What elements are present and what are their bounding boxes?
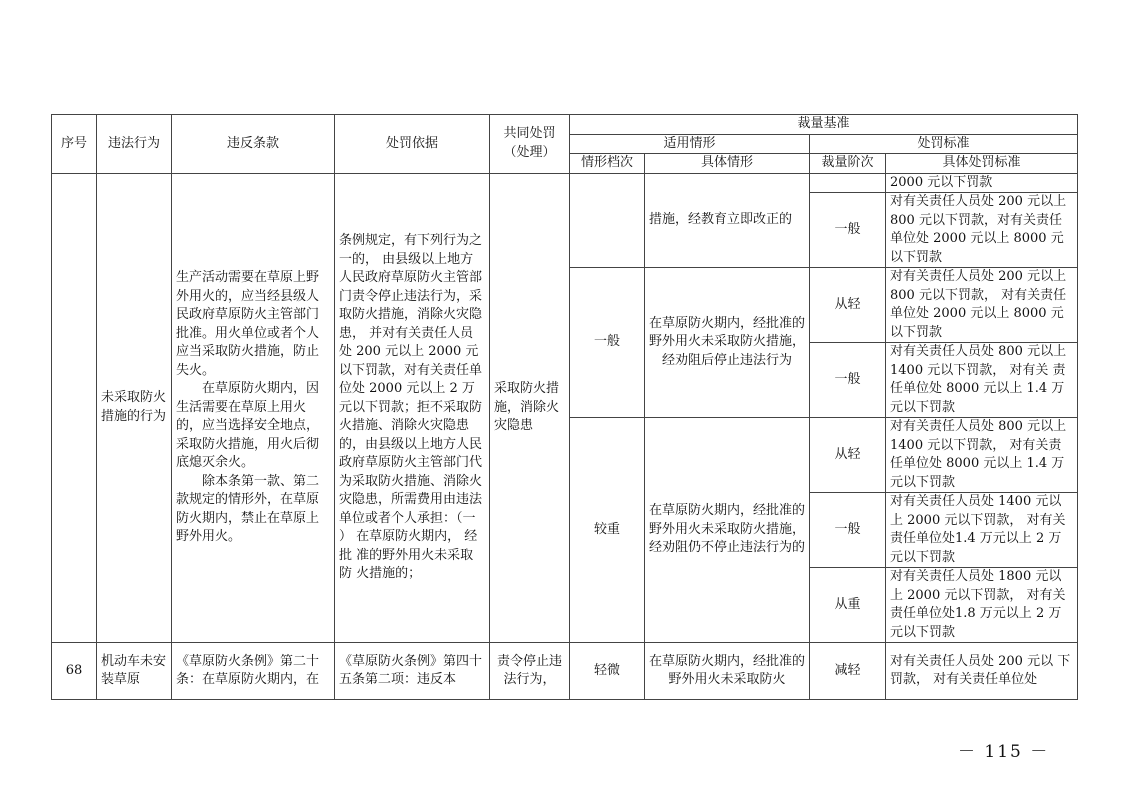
row1-standard-serious-normal: 对有关责任人员处 1400 元以 上 2000 元以下罚款， 对有关 责任单位处1.4 万元以上 2 万 元以下罚款 — [886, 493, 1078, 568]
row1-level-serious-lighter: 从轻 — [810, 418, 886, 493]
row2-violation: 机动车未安装草原 — [97, 643, 172, 700]
row1-common: 采取防火措施，消除火灾隐患 — [490, 173, 570, 643]
row1-level-normal: 一般 — [810, 343, 886, 418]
row1-level-prev: 一般 — [810, 193, 886, 268]
row1-level-serious-normal: 一般 — [810, 493, 886, 568]
row2-clause: 《草原防火条例》第二十条：在草原防火期内，在 — [172, 643, 335, 700]
row1-cont-grade — [570, 173, 645, 268]
row1-standard-serious-heavier: 对有关责任人员处 1800 元以 上 2000 元以下罚款， 对有关 责任单位处1.8 万元以上 2 万 元以下罚款 — [886, 568, 1078, 643]
row1-clause — [172, 173, 335, 643]
row1-cont-standard: 2000 元以下罚款 — [886, 173, 1078, 193]
row1-seq — [52, 173, 97, 643]
row1-standard-prev: 对有关责任人员处 200 元以上 800 元以下罚款，对有关责任单位处 2000 元以上 8000 元以下罚款 — [886, 193, 1078, 268]
row1-standard-lighter: 对有关责任人员处 200 元以上 800 元以下罚款， 对有关责任单位处 2000 元以上 8000 元以下罚款 — [886, 268, 1078, 343]
row1-cont-level — [810, 173, 886, 193]
row1-standard-serious-lighter: 对有关责任人员处 800 元以上 1400 元以下罚款， 对有关责 任单位处 8000 元以上 1.4 万 元以下罚款 — [886, 418, 1078, 493]
row1-violation: 未采取防火措施的行为 — [97, 173, 172, 643]
row1-detail-general: 在草原防火期内，经批准的野外用火未采取防火措施，经劝阻后停止违法行为 — [645, 268, 810, 418]
row1-level-serious-heavier: 从重 — [810, 568, 886, 643]
row1-grade-serious: 较重 — [570, 418, 645, 643]
row2-grade: 轻微 — [570, 643, 645, 700]
row1-basis: 条例规定，有下列行为之一的， 由县级以上地方人民政府草原防火主管部门责令停止违法行为，采取防火措施，消除火灾隐患， 并对有关责任人员处 200 元以上 2000 元以下罚款，对有关责任单位处 2000 元以上 2 万元以下罚款；拒不采取防火措施、消除火灾隐患的，由县级以上地方人民政府草原防火主管部门代为采取防火措施、消除火灾隐患，所需费用由违法单位或者个人承担：（一 ） 在草原防火期内， 经批 准的野外用火未采取防 火措施的； — [335, 173, 490, 643]
header-discretion: 裁量基准 — [570, 115, 1078, 135]
row1-clause-p2: 在草原防火期内，因生活需要在草原上用火的，应当选择安全地点，采取防火措施，用火后彻底熄灭余火。 — [176, 381, 320, 470]
penalty-discretion-table — [51, 114, 1078, 700]
row1-clause-p3: 除本条第一款、第二款规定的情形外，在草原防火期内，禁止在草原上野外用火。 — [176, 473, 320, 544]
row2-basis: 《草原防火条例》第四十五条第二项：违反本 — [335, 643, 490, 700]
header-common-penalty: 共同处罚（处理） — [490, 115, 570, 174]
header-seq: 序号 — [52, 115, 97, 174]
row1-level-lighter: 从轻 — [810, 268, 886, 343]
header-standard: 处罚标准 — [810, 134, 1078, 154]
header-grade: 情形档次 — [570, 154, 645, 174]
page-number: － 115 － — [958, 742, 1050, 762]
header-violated-clause: 违反条款 — [172, 115, 335, 174]
row2-standard: 对有关责任人员处 200 元以 下罚款， 对有关责任单位处 — [886, 643, 1078, 700]
row2-level: 减轻 — [810, 643, 886, 700]
header-applicable: 适用情形 — [570, 134, 810, 154]
header-specific: 具体处罚标准 — [886, 154, 1078, 174]
row2-detail: 在草原防火期内，经批准的野外用火未采取防火 — [645, 643, 810, 700]
row1-cont-detail: 措施，经教育立即改正的 — [645, 173, 810, 268]
row1-standard-normal: 对有关责任人员处 800 元以上 1400 元以下罚款， 对有关 责任单位处 8000 元以上 1.4 万元以下罚款 — [886, 343, 1078, 418]
row1-clause-p1: 生产活动需要在草原上野外用火的，应当经县级人民政府草原防火主管部门批准。用火单位或者个人应当采取防火措施，防止失火。 — [176, 270, 320, 378]
row1-detail-serious: 在草原防火期内，经批准的野外用火未采取防火措施，经劝阻仍不停止违法行为的 — [645, 418, 810, 643]
row2-common: 责令停止违法行为， — [490, 643, 570, 700]
header-detail: 具体情形 — [645, 154, 810, 174]
header-level: 裁量阶次 — [810, 154, 886, 174]
header-violation: 违法行为 — [97, 115, 172, 174]
header-penalty-basis: 处罚依据 — [335, 115, 490, 174]
row2-seq: 68 — [52, 643, 97, 700]
row1-grade-general: 一般 — [570, 268, 645, 418]
